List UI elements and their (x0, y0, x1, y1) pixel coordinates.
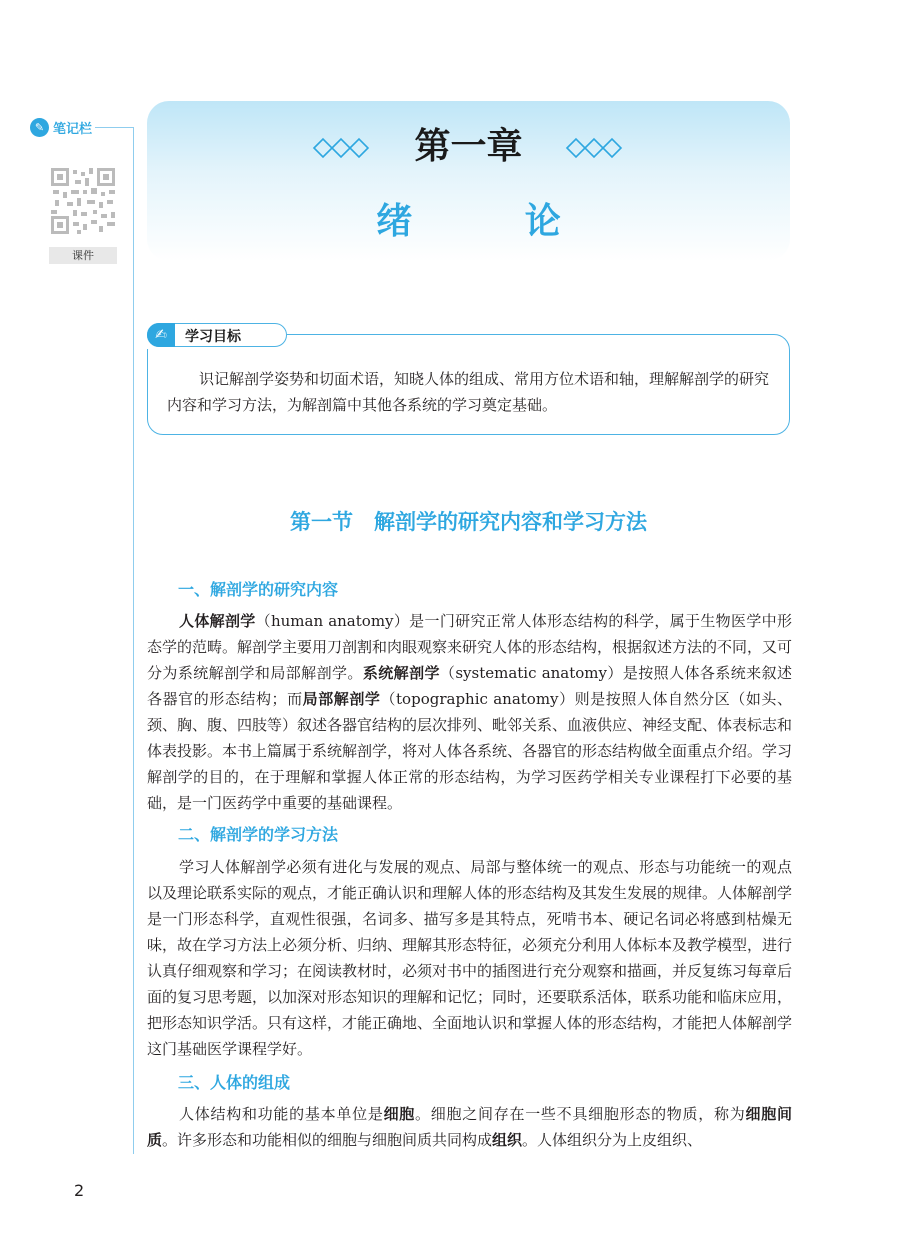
paragraph-1-text-a: （human anatomy）是一门研究正常人体形态结构的科学，属于生物医学中形态学的范畴。解剖学主要用刀剖割和肉眼观察来研究人体的形态结构，根据叙述方法的不同，又可分为系统解剖学和局部解剖学。 (147, 612, 793, 682)
paragraph-3-text-b: 。细胞之间存在一些不具细胞形态的物质，称为 (415, 1105, 746, 1123)
qr-code-icon (49, 166, 117, 236)
chapter-title: 绪 论 (376, 200, 611, 242)
paragraph-1-text-b: （systematic anatomy）是按照人体各系统来叙述各器官的形态结构；而 (147, 664, 792, 708)
paragraph-3-text-a: 人体结构和功能的基本单位是 (179, 1105, 384, 1123)
paragraph-1-text-c: （topographic anatomy）则是按照人体自然分区（如头、颈、胸、腹、四肢等）叙述各器官结构的层次排列、毗邻关系、血液供应、神经支配、体表标志和体表投影。本书上篇属于系统解剖学，将对人体各系统、各器官的形态结构做全面重点介绍。学习解剖学的目的，在于理解和掌握人体正常的形态结构，为学习医药学相关专业课程打下必要的基础，是一门医药学中重要的基础课程。 (147, 690, 793, 812)
pencil-icon: ✍ (147, 323, 175, 347)
objectives-text: 识记解剖学姿势和切面术语，知晓人体的组成、常用方位术语和轴，理解解剖学的研究内容和学习方法，为解剖篇中其他各系统的学习奠定基础。 (167, 370, 770, 414)
courseware-label: 课件 (49, 247, 117, 264)
paragraph-3-text-d: 。人体组织分为上皮组织、 (522, 1131, 703, 1149)
subsection-title-3: 三、人体的组成 (178, 1073, 291, 1092)
subsection-title-2: 二、解剖学的学习方法 (178, 825, 339, 844)
objectives-tab (147, 323, 287, 349)
term-human-anatomy: 人体解剖学 (179, 612, 256, 630)
notepad-icon: ✎ (30, 118, 49, 137)
paragraph-2: 学习人体解剖学必须有进化与发展的观点、局部与整体统一的观点、形态与功能统一的观点以及理论联系实际的观点，才能正确认识和理解人体的形态结构及其发生发展的规律。人体解剖学是一门形态科学，直观性很强，名词多、描写多是其特点，死啃书本、硬记名词必将感到枯燥无味，故在学习方法上必须分析、归纳、理解其形态特征，必须充分利用人体标本及教学模型，进行认真仔细观察和学习；在阅读教材时，必须对书中的插图进行充分观察和描画，并反复练习每章后面的复习思考题，以加深对形态知识的理解和记忆；同时，还要联系活体，联系功能和临床应用，把形态知识学活。只有这样，才能正确地、全面地认识和掌握人体的形态结构，才能把人体解剖学这门基础医学课程学好。 (147, 858, 793, 1058)
page-number: 2 (74, 1181, 85, 1200)
paragraph-3 (147, 1101, 792, 1153)
chapter-number: 第一章 (414, 125, 523, 167)
term-topographic-anatomy: 局部解剖学 (302, 690, 381, 708)
term-cell: 细胞 (383, 1105, 416, 1123)
notes-label: 笔记栏 (53, 122, 93, 137)
diamond-ornament-icon (565, 137, 625, 159)
term-tissue: 组织 (492, 1131, 523, 1149)
paragraph-3-text-c: 。许多形态和功能相似的细胞与细胞间质共同构成 (162, 1131, 493, 1149)
chapter-banner (147, 101, 790, 261)
qr-code[interactable] (49, 166, 117, 236)
term-systematic-anatomy: 系统解剖学 (362, 664, 440, 682)
notes-divider (95, 127, 133, 128)
term-intercellular-substance: 细胞间质 (147, 1105, 792, 1149)
sidebar-rule (133, 127, 134, 1154)
paragraph-1 (147, 608, 792, 816)
subsection-title-1: 一、解剖学的研究内容 (178, 580, 339, 599)
section-title: 第一节 解剖学的研究内容和学习方法 (290, 509, 647, 534)
notes-badge (30, 118, 92, 137)
objectives-label: 学习目标 (185, 329, 241, 345)
